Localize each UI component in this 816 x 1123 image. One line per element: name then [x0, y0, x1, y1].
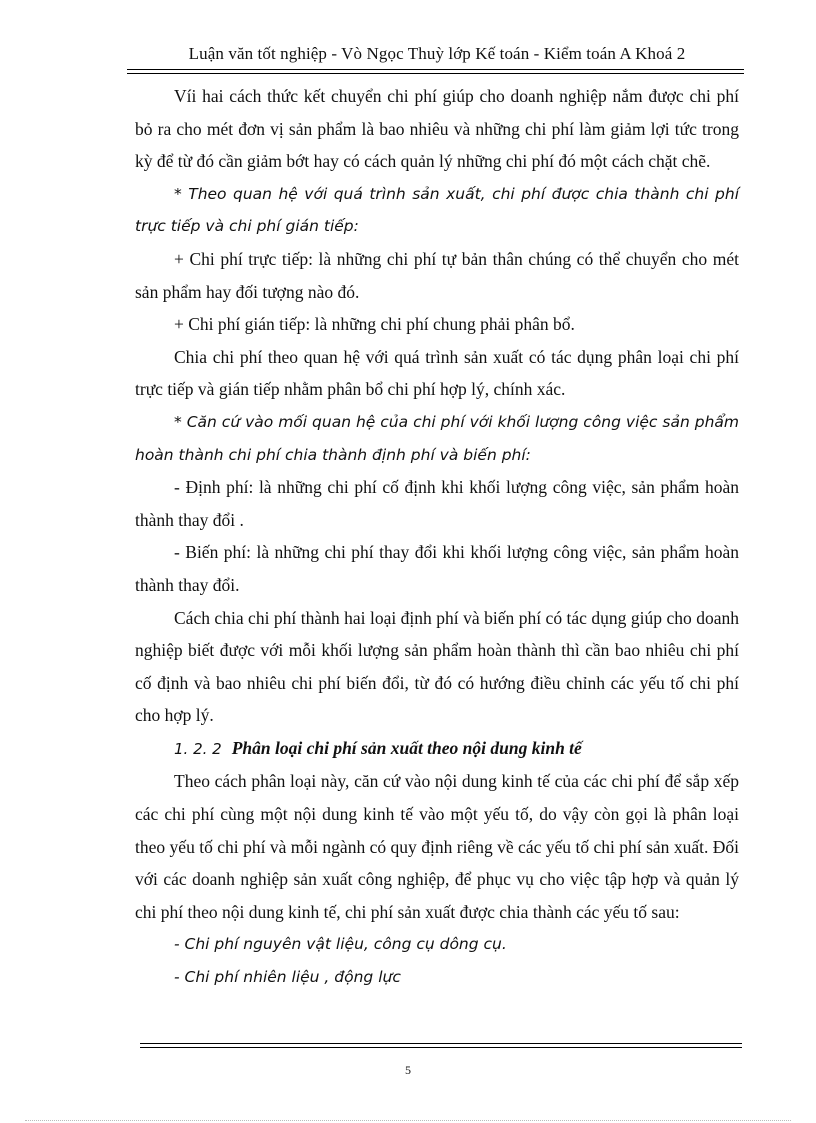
paragraph: + Chi phí trực tiếp: là những chi phí tự bản thân chúng có thể chuyển cho mét sản phẩm hay đối tượng nào đó. — [135, 248, 739, 302]
header-rule — [127, 69, 744, 74]
paragraph: Cách chia chi phí thành hai loại định phí và biến phí có tác dụng giúp cho doanh nghiệp biết được với mỗi khối lượng sản phẩm hoàn thành thì cần bao nhiêu chi phí cố định và bao nhiêu chi phí biến đổi, từ đó có hướng điều chỉnh các yếu tố chi phí cho hợp lý. — [135, 607, 739, 726]
page-header: Luận văn tốt nghiệp - Vò Ngọc Thuỳ lớp Kế toán - Kiểm toán A Khoá 2 — [188, 44, 686, 63]
paragraph: - Biến phí: là những chi phí thay đổi khi khối lượng công việc, sản phẩm hoàn thành thay đổi. — [135, 542, 739, 595]
page-number: 5 — [405, 1063, 411, 1077]
paragraph: Chia chi phí theo quan hệ với quá trình sản xuất có tác dụng phân loại chi phí trực tiếp và gián tiếp nhằm phân bổ chi phí hợp lý, chính xác. — [135, 346, 739, 400]
section-heading — [135, 732, 739, 766]
paragraph: Víi hai cách thức kết chuyển chi phí giúp cho doanh nghiệp nắm được chi phí bỏ ra cho mét đơn vị sản phẩm là bao nhiêu và những chi phí làm giảm lợi tức trong kỳ để từ đó cần giảm bớt hay có cách quản lý những chi phí đó một cách chặt chẽ. — [135, 86, 739, 172]
paragraph: - Định phí: là những chi phí cố định khi khối lượng công việc, sản phẩm hoàn thành thay đổi . — [135, 477, 739, 530]
paragraph: * Theo quan hệ với quá trình sản xuất, chi phí được chia thành chi phí trực tiếp và chi phí gián tiếp: — [135, 184, 739, 236]
document-body — [135, 80, 739, 994]
section-number: 1. 2. 2 — [174, 739, 222, 758]
paragraph: + Chi phí gián tiếp: là những chi phí chung phải phân bổ. — [174, 314, 575, 335]
footer-rule — [140, 1043, 742, 1048]
paragraph: Theo cách phân loại này, căn cứ vào nội dung kinh tế của các chi phí để sắp xếp các chi phí cùng một nội dung kinh tế vào một yếu tố, do vậy còn gọi là phân loại theo yếu tố chi phí và mỗi ngành có quy định riêng về các yếu tố chi phí sản xuất. Đối với các doanh nghiệp sản xuất công nghiệp, để phục vụ cho việc tập hợp và quản lý chi phí theo nội dung kinh tế, chi phí sản xuất được chia thành các yếu tố sau: — [135, 771, 739, 922]
list-item: - Chi phí nguyên vật liệu, công cụ dông cụ. — [174, 935, 507, 954]
section-title: Phân loại chi phí sản xuất theo nội dung kinh tế — [231, 737, 582, 758]
list-item: - Chi phí nhiên liệu , động lực — [174, 968, 401, 987]
paragraph: * Căn cứ vào mối quan hệ của chi phí với khối lượng công việc sản phẩm hoàn thành chi phí chia thành định phí và biến phí: — [135, 412, 739, 464]
page-boundary — [25, 1120, 791, 1121]
